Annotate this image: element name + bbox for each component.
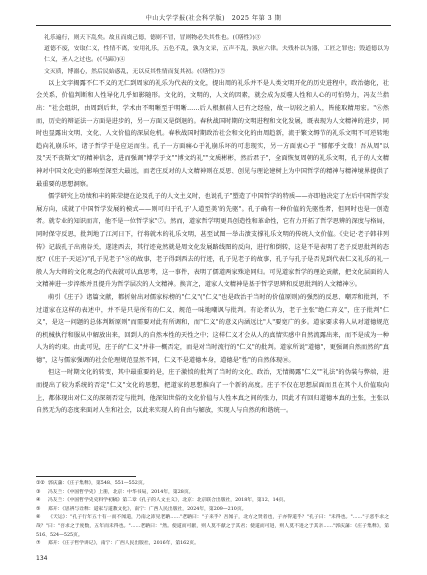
footnote-mark: ③ [36, 489, 41, 495]
footnote-item [36, 540, 389, 549]
footnote-item [36, 480, 389, 489]
footnote-text: 冯友兰：《中国哲学史史料学初稿》第二章《孔子的人文主义》，北京：北京联合出版社，2018年，第12、14页。 [48, 498, 289, 504]
footnote-mark: ④ [36, 498, 41, 504]
page-number: 134 [36, 555, 48, 562]
footnotes [36, 480, 389, 549]
block-quote: 礼乐遍行，则天下乱矣。故且而虞己德，德则不冒，冒则物必失其性也。(《缮性》)③ [44, 35, 261, 41]
footnote-divider [36, 476, 136, 477]
block-quote: 道德不废，安取仁义，性情不离，安用礼乐，五色不乱，孰为文采，五声不乱，孰应六律。夫残朴以为器，工匠之罪也；毁道德以为仁义，圣人之过也。(《马蹄》)④ [44, 46, 389, 64]
footnote-text: 冯友兰：《中国哲学史》上册，北京：中华书局，2014年，第28页。 [48, 489, 194, 495]
footnote-text: 郭庆藩：《庄子集释》，第548、551—552页。 [48, 481, 148, 486]
block-quote: 文灭质，博溺心，然后民始惑乱，无以反其性情而复其初。(《缮性》)⑤ [44, 68, 226, 75]
footnote-item [36, 497, 389, 506]
footnote-text: 郑开：《思辨与诠释：道家与道教文化》，南宁：广西人民出版社，2024年，第209—210页。 [48, 506, 247, 512]
body-paragraph: 萌引《庄子》诸篇文献，都折射出对儒家标榜的"仁义"("仁义"也是政治于当时的价值原则)的强烈的反思、嘲弄和批判，不过道家在这样的表述中，并不是只是所有的仁义、规范一味地嘲讽与批判。有论者认为，老子主张"绝仁弃义"，庄子批判"仁义"，是这一问题的总体判断原则"而需要对此有所调和，而"仁义"的意义内涵远比"人"要宽广的多。道家要求将人从对道德规范的机械执行和服从中解放出来，回到人的自然本性的天性之中；这样仁义才会从人的真情实感中自然流露出来，而不是成为一种人为的约束。由此可见，庄子的"仁义"并非一概否定，而是对当时流行的"仁义"的批判。道家所说"道德"，更强调自然而然的"真德"，这与儒家强调的社会伦理规范显然不同，仁义不是道德本身，道德是"性"的自然体现⑩。 [36, 293, 389, 364]
footnote-mark: ①② [36, 481, 45, 486]
body-paragraph: 以上文字揭露不仁不义的无仁到周家的礼乐为代表的文化，提出周的礼乐并不是人类文明开化的历史进程中，政治德化，社会关系，价值判断和人性导化几乎如影随形。文化的，文明的，人文的因素，就会成为反噬人性和人心的可怕势力，冯友兰指出："社会组织，由周到后世，学术由不明晰至于明晰……后人根据前人已有之经验，故一切较之前人，皆能取精用宏。"⑥然而，历史的辩证法一方面是进步的，另一方面又是倒退的。春秋战国时期的文明进程和文化发展，既表现为人文精神的进步，同时也显露出文明、文化、人文价值的深层危机。春秋战国时期政治社会和文化的由周趋新，流于繁文缛节的礼乐文明不可逆转地趋向礼崩乐坏，诸子哲学于是应运而生。孔子一方面痛心于礼崩乐坏的可悲现实，另一方面衷心于 "郁郁乎文哉！吾从周"以及"天不丧斯文"的精神信念，进而强调"博学于文""博文约礼""文质彬彬，然后君子"，全面恢复周朝的礼乐文明，孔子的人文精神对中国文化史的影响至深至大最远，而老庄反对的人文精神则在反思、创见与理论建树上为中国哲学的精神与精神境界提供了最重要的思想洞察。 [36, 79, 389, 188]
body-paragraph: 儒学研究上功绩和丰的陈荣捷在论及孔子的人文主义时，也说孔子"塑造了中国哲学的特质——亦即他决定了左后中国哲学发展方向，成就了中国哲学发展的模式——则可归于孔子'人道至美'的先驱"。孔子确有一种价值的先驱性者，但同时也是一创造者。就专业的知识而言，他不是一位哲学家"⑦。然而，道家哲学明更具创造性和革命性，它有力开拓了哲学思辨的深度与格局，同时保守反思，批判地了江河日下，行将就木的礼乐文明，甚至试图一举击溃支撑礼乐文明的传统人文价值。《史记·老子韩非列传》记载孔子出南谷关，遂迷西去，其行迹竟然就是周文化发展路线图的反向，进行和倒转，这是不是表明了老子反思批判的态度？(《庄子·天运》)"孔子见老子"⑧的故事，老子得到西去的行迹，孔子见老子的故事，孔子与孔子是否见到代表仁义礼乐的礼一般人为大师的文化观念的代表就可认真思考，这一事件，表明了儒道两家殊途同归。可见道家哲学的理论贡献，把文化层面的人文精神进一步淬炼并且提升为哲学层次的人文精神。换言之，道家人文精神是基于哲学思辨和反思批判的人文精神⑨。 [36, 193, 389, 289]
footnote-item [36, 489, 389, 498]
running-header: 中山大学学报(社会科学版) 2025 年第 3 期 [36, 13, 391, 26]
article-body [36, 33, 389, 418]
footnote-mark: ⑤ [36, 506, 41, 512]
footnote-mark: ⑥ [36, 515, 41, 521]
footnote-mark: ⑦ [36, 541, 41, 547]
footnote-item [36, 506, 389, 515]
footnote-item [36, 514, 389, 540]
footnote-text: 《天运》："孔子行年五十有一而不闻道，乃南之沛见老聃……"老聃曰："子来乎？吾闻子，北方之贤者也，子亦得道乎？"孔子曰："未得也。"……"子恶乎求之哉？"曰："吾求之于度数，五年而未得也。"……老聃曰："然。使道而可献，则人莫不献之于其君；使道而可进，则人莫不进之于其亲……"郭庆藩：《庄子集释》，第516、524—525页。 [36, 515, 389, 538]
footnote-text: 郑开：《庄子哲学讲记》，南宁：广西人民出版社，2016年，第162页。 [48, 541, 199, 547]
body-paragraph: 但这一时期文化的转变，其中最重要的是，庄子激愤的批判了当时的文化、政治，无情揭露"仁义""礼法"的伪装与弊端，进而提出了较为系统的否定"仁义"文化的思想，把道家的思想推向了一个新的高度。庄子不仅在思想层面而且在其个人价值取向上，都体现出对仁义的深刻否定与批判，他深知世俗的文化价值与人性本真之间的张力，因此才有回归道德本真的主张，主张以自然无为的态度来面对人生和社会，以此来实现人的自由与解放，实现人与自然的和谐统一。 [36, 369, 389, 415]
